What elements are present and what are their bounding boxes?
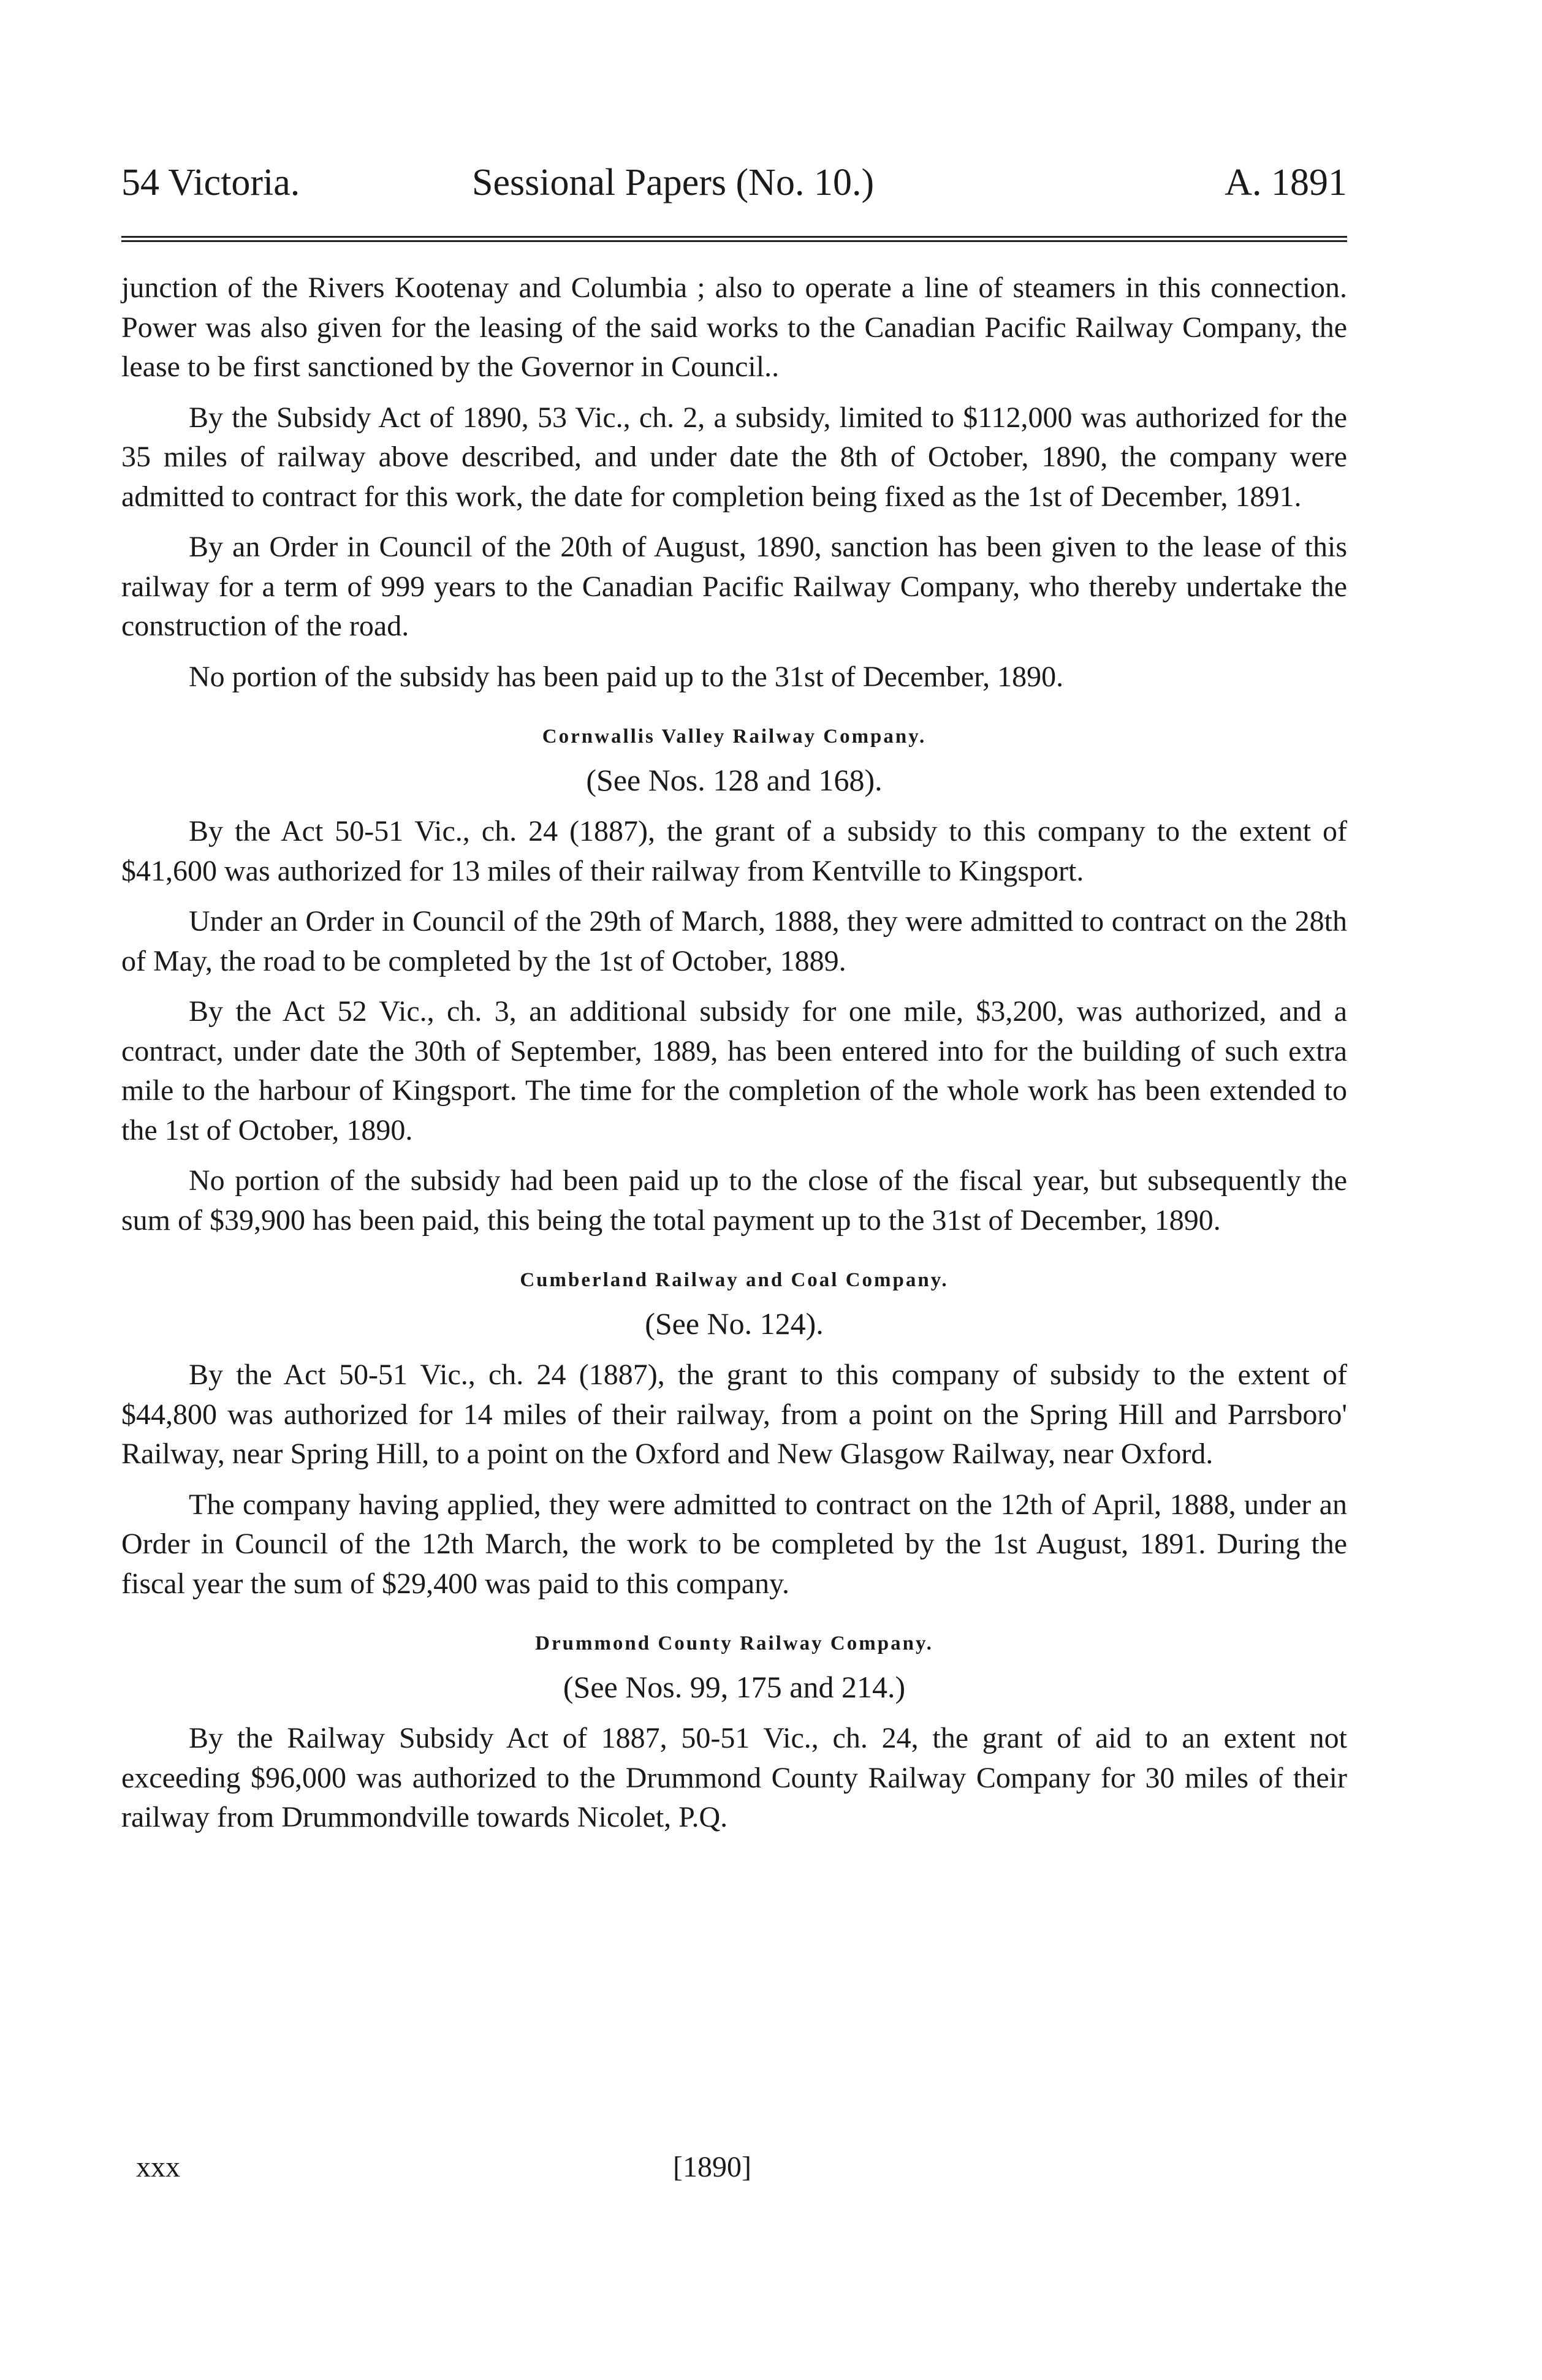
paragraph: No portion of the subsidy has been paid up to the 31st of December, 1890. [189,660,1064,693]
section-title: Cornwallis Valley Railway Company. [542,726,927,748]
paragraph: junction of the Rivers Kootenay and Columbia ; also to operate a line of steamers in this connection. Power was also given for the leasing of the said works to the Canadian Pacific Railway Company, the lease to be first sanctioned by the Governor in Council.. [121,271,1347,383]
footer-page-number: [1890] [673,2151,751,2183]
header-volume: 54 Victoria. [121,162,300,203]
running-header [121,152,1347,213]
paragraph: By the Subsidy Act of 1890, 53 Vic., ch. 2, a subsidy, limited to $112,000 was authorized for the 35 miles of railway above described, and under date the 8th of October, 1890, the company were admitted to contract for this work, the date for completion being fixed as the 1st of December, 1891. [121,401,1347,513]
paragraph: By the Act 52 Vic., ch. 3, an additional subsidy for one mile, $3,200, was authorized, and a contract, under date the 30th of September, 1889, has been entered into for the building of such extra mile to the harbour of Kingsport. The time for the completion of the whole work has been extended to the 1st of October, 1890. [121,995,1347,1146]
section-reference: (See Nos. 128 and 168). [586,763,883,797]
header-double-rule [121,236,1347,242]
section-reference: (See No. 124). [645,1306,824,1341]
section-title: Cumberland Railway and Coal Company. [520,1269,949,1291]
paragraph: Under an Order in Council of the 29th of March, 1888, they were admitted to contract on the 28th of May, the road to be completed by the 1st of October, 1889. [121,905,1347,977]
section-title: Drummond County Railway Company. [535,1632,933,1654]
header-title: Sessional Papers (No. 10.) [472,162,875,203]
body-text [121,268,1347,1849]
paragraph: No portion of the subsidy had been paid up to the close of the fiscal year, but subsequently the sum of $39,900 has been paid, this being the total payment up to the 31st of December, 1890. [121,1164,1347,1237]
footer-signature-mark: xxx [136,2151,180,2183]
paragraph: The company having applied, they were admitted to contract on the 12th of April, 1888, under an Order in Council of the 12th March, the work to be completed by the 1st August, 1891. During the fiscal year the sum of $29,400 was paid to this company. [121,1488,1347,1600]
paragraph: By an Order in Council of the 20th of August, 1890, sanction has been given to the lease of this railway for a term of 999 years to the Canadian Pacific Railway Company, who thereby undertake the construction of the road. [121,531,1347,642]
section-reference: (See Nos. 99, 175 and 214.) [563,1670,906,1704]
header-year: A. 1891 [1225,162,1347,203]
paragraph: By the Act 50-51 Vic., ch. 24 (1887), the grant to this company of subsidy to the extent of $44,800 was authorized for 14 miles of their railway, from a point on the Spring Hill and Parrsboro' Railway, near Spring Hill, to a point on the Oxford and New Glasgow Railway, near Oxford. [121,1359,1347,1470]
paragraph: By the Railway Subsidy Act of 1887, 50-51 Vic., ch. 24, the grant of aid to an extent not exceeding $96,000 was authorized to the Drummond County Railway Company for 30 miles of their railway from Drummondville towards Nicolet, P.Q. [121,1722,1347,1833]
paragraph: By the Act 50-51 Vic., ch. 24 (1887), the grant of a subsidy to this company to the extent of $41,600 was authorized for 13 miles of their railway from Kentville to Kingsport. [121,815,1347,887]
